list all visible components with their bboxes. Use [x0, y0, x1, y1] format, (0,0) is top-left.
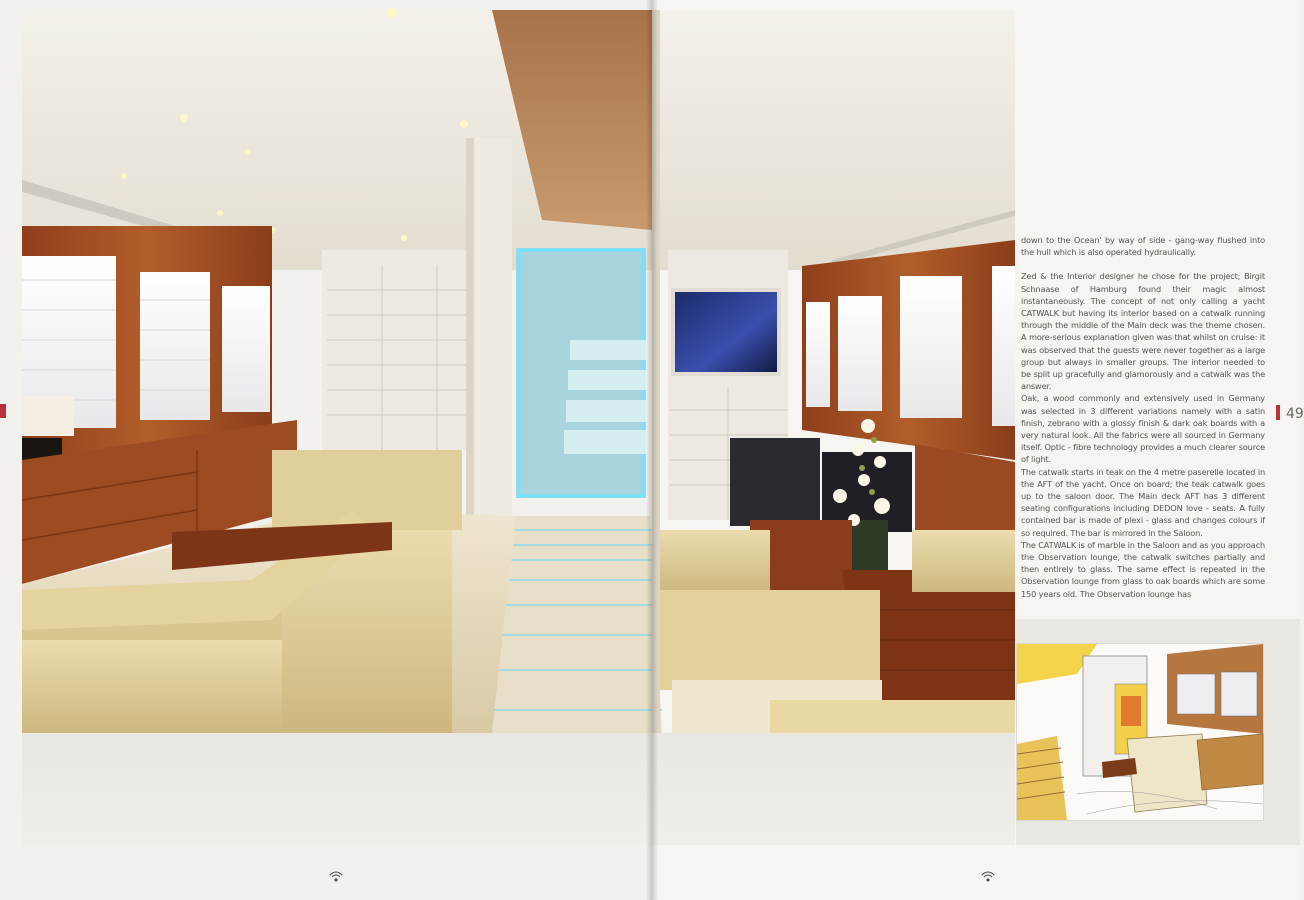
article-paragraph-4: The catwalk starts in teak on the 4 metre paserelle located in the AFT of the yacht. Once on board; the teak catwalk goes up to the saloon door. The Main deck AFT has 3 different seating configurations including DEDON love - seats. A fully contained bar is made of plexi - glass and changes colours if so required. The bar is mirrored in the Saloon. — [1021, 466, 1265, 538]
saloon-interior-photo — [22, 10, 1015, 733]
left-section-tab — [0, 404, 6, 418]
right-section-tab — [1276, 405, 1280, 420]
article-paragraph-1: down to the Ocean' by way of side - gang-way flushed into the hull which is also operated hydraulically. — [1021, 235, 1265, 258]
photo-floor-band — [22, 733, 1015, 845]
article-paragraph-3: Oak, a wood commonly and extensively used in Germany was selected in 3 different variations namely with a satin finish, zebrano with a glossy finish & dark oak boards with a very natural look. All the fabrics were all sourced in Germany itself. Optic - fibre technology provides a much clearer source of light. — [1021, 393, 1265, 465]
spine-shadow — [646, 0, 658, 900]
article-paragraph-5: The CATWALK is of marble in the Saloon and as you approach the Observation lounge, the catwalk switches partially and then entirely to glass. The same effect is repeated in the Observation lounge from glass to oak boards which are some 150 years old. The Observation lounge has — [1021, 539, 1265, 599]
wifi-symbol-icon — [980, 870, 996, 884]
wifi-symbol-icon — [328, 870, 344, 884]
page-number: 49 — [1286, 406, 1304, 422]
article-paragraph-2: Zed & the Interior designer he chose for the project; Birgit Schnaase of Hamburg found their magic almost instantaneously. The concept of not only calling a yacht CATWALK but having its interior based on a catwalk running through the middle of the Main deck was the theme chosen. A more-serious explanation given was that whilst on cruise: it was observed that the guests were never together as a large group but always in smaller groups. The interior needed to be split up gracefully and glamorously and a catwalk was the answer. — [1021, 271, 1265, 392]
interior-design-sketch — [1016, 643, 1264, 821]
article-text-column — [1021, 234, 1265, 600]
